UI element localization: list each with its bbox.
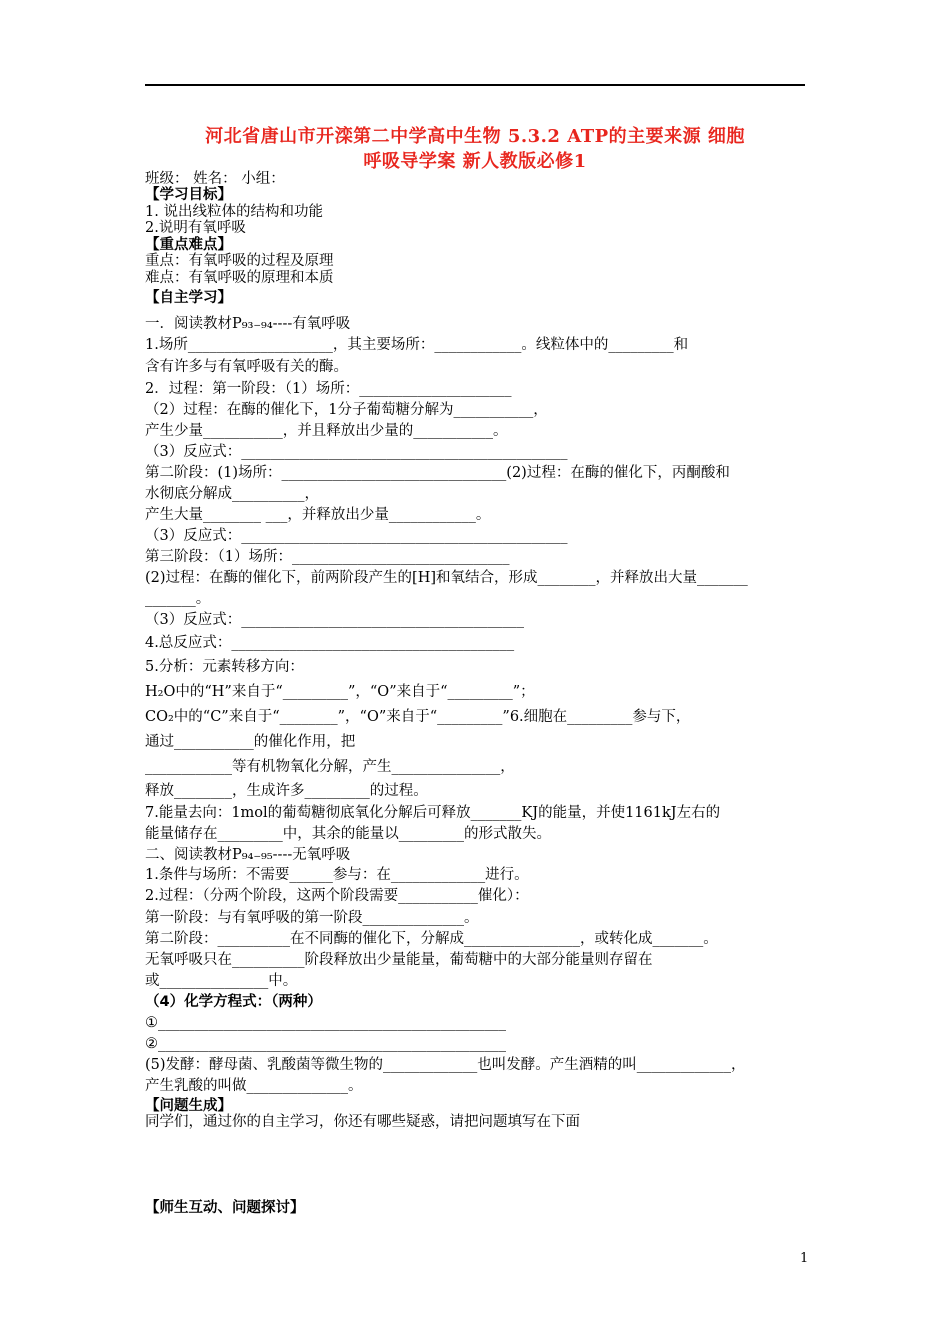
text-line: （3）反应式：_____________________________________________ — [145, 528, 568, 544]
document-title — [145, 124, 805, 174]
text-line: 重点：有氧呼吸的过程及原理 — [145, 253, 334, 269]
text-line: 无氧呼吸只在__________阶段释放出少量能量，葡萄糖中的大部分能量则存留在 — [145, 952, 653, 968]
text-line: 第二阶段：(1)场所：_______________________________(2)过程：在酶的催化下，丙酮酸和 — [145, 465, 730, 481]
text-line: (5)发酵：酵母菌、乳酸菌等微生物的_____________也叫发酵。产生酒精的叫_____________， — [145, 1057, 746, 1073]
text-line: 水彻底分解成__________， — [145, 486, 319, 502]
text-line: （3）反应式：_____________________________________________ — [145, 444, 568, 460]
text-line: 或_______________中。 — [145, 973, 298, 989]
text-line: 产生乳酸的叫做______________。 — [145, 1078, 363, 1094]
text-line: 能量储存在_________中，其余的能量以_________的形式散失。 — [145, 826, 551, 842]
header-rule — [145, 84, 805, 86]
page-number: 1 — [800, 1251, 809, 1266]
text-line: 【自主学习】 — [145, 290, 232, 306]
text-line: H₂O中的“H”来自于“_________”，“O”来自于“_________”； — [145, 684, 535, 700]
text-line: 【问题生成】 — [145, 1098, 232, 1114]
title-line-2: 呼吸导学案 新人教版必修1 — [363, 151, 587, 172]
text-line: 难点：有氧呼吸的原理和本质 — [145, 270, 334, 286]
text-line: 【师生互动、问题探讨】 — [145, 1200, 305, 1216]
text-line: 第三阶段：（1）场所：______________________________ — [145, 549, 510, 565]
text-line: 1.条件与场所：不需要______参与：在_____________进行。 — [145, 867, 529, 883]
text-line: 1. 说出线粒体的结构和功能 — [145, 204, 323, 220]
text-line: 【学习目标】 — [145, 187, 232, 203]
text-line: （3）反应式：_______________________________________ — [145, 612, 524, 628]
text-line: 产生大量________ ___，并释放出少量____________。 — [145, 507, 491, 523]
text-line: 2．过程：第一阶段：（1）场所：_____________________ — [145, 381, 512, 397]
text-line: 通过___________的催化作用，把 — [145, 734, 356, 750]
text-line: 同学们，通过你的自主学习，你还有哪些疑惑，请把问题填写在下面 — [145, 1114, 580, 1130]
text-line: ①________________________________________________ — [145, 1015, 506, 1031]
text-line: 【重点难点】 — [145, 237, 232, 253]
text-line: 第一阶段：与有氧呼吸的第一阶段______________。 — [145, 910, 479, 926]
text-line: 1.场所____________________，其主要场所：____________。线粒体中的_________和 — [145, 337, 689, 353]
text-line: （4）化学方程式：（两种） — [145, 994, 322, 1010]
text-line: 一．阅读教材P₉₃₋₉₄----有氧呼吸 — [145, 316, 351, 332]
text-line: 4.总反应式：_______________________________________ — [145, 635, 515, 651]
text-line: ②________________________________________________ — [145, 1036, 506, 1052]
text-line: _______。 — [145, 591, 211, 607]
text-line: ____________等有机物氧化分解，产生_______________， — [145, 759, 515, 775]
text-line: 5.分析：元素转移方向： — [145, 659, 304, 675]
text-line: 释放________，生成许多_________的过程。 — [145, 783, 428, 799]
text-line: (2)过程：在酶的催化下，前两阶段产生的[H]和氧结合，形成________，并释放出大量_______ — [145, 570, 748, 586]
text-line: 含有许多与有氧呼吸有关的酶。 — [145, 359, 348, 375]
text-line: 2.说明有氧呼吸 — [145, 220, 246, 236]
title-line-1: 河北省唐山市开滦第二中学高中生物 5.3.2 ATP的主要来源 细胞 — [205, 126, 745, 147]
text-line: 班级： 姓名： 小组： — [145, 171, 285, 187]
text-line: 2.过程：（分两个阶段，这两个阶段需要___________催化）： — [145, 888, 529, 904]
text-line: CO₂中的“C”来自于“________”，“O”来自于“_________”6.细胞在_________参与下， — [145, 709, 691, 725]
text-line: 第二阶段：__________在不同酶的催化下，分解成________________，或转化成_______。 — [145, 931, 718, 947]
text-line: （2）过程：在酶的催化下，1分子葡萄糖分解为___________， — [145, 402, 548, 418]
text-line: 产生少量___________，并且释放出少量的___________。 — [145, 423, 508, 439]
text-line: 7.能量去向：1mol的葡萄糖彻底氧化分解后可释放_______KJ的能量，并使1161kJ左右的 — [145, 805, 721, 821]
text-line: 二、阅读教材P₉₄₋₉₅----无氧呼吸 — [145, 847, 351, 863]
